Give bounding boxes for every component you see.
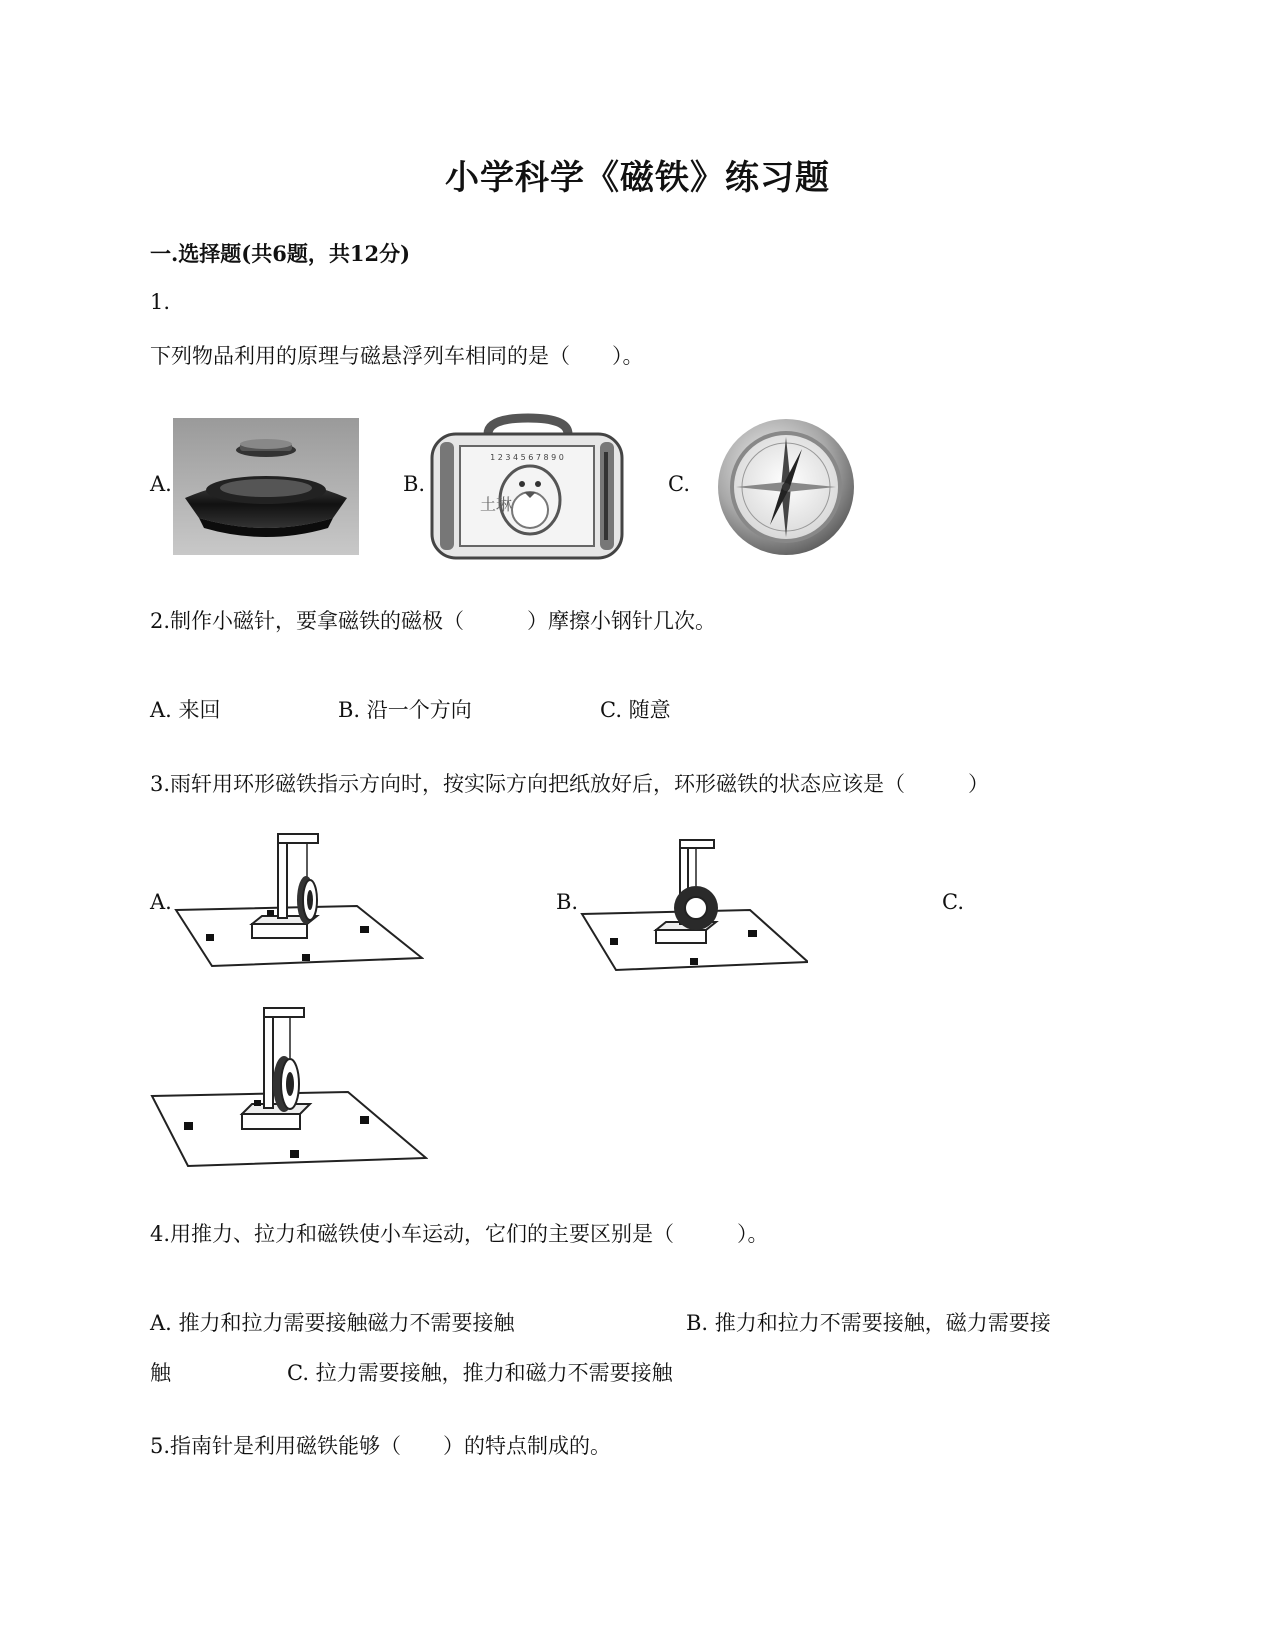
- q3-option-b-image: [580, 834, 808, 972]
- question-4-text: 4.用推力、拉力和磁铁使小车运动，它们的主要区别是（ ）。: [150, 1222, 769, 1246]
- question-3-text: 3.雨轩用环形磁铁指示方向时，按实际方向把纸放好后，环形磁铁的状态应该是（ ）: [150, 772, 990, 796]
- q3-option-b-label: B.: [556, 890, 579, 914]
- q1-option-a-image: [173, 418, 359, 555]
- q1-option-c-label: C.: [668, 472, 690, 496]
- question-5-text: 5.指南针是利用磁铁能够（ ）的特点制成的。: [150, 1434, 612, 1458]
- question-2-text: 2.制作小磁针，要拿磁铁的磁极（ ）摩擦小钢针几次。: [150, 609, 717, 633]
- question-1-number: 1.: [150, 290, 171, 314]
- q2-option-b: B. 沿一个方向: [338, 698, 472, 722]
- board-text: 土琳: [480, 495, 513, 514]
- ruler-text: 1 2 3 4 5 6 7 8 9 0: [490, 453, 564, 462]
- q3-option-c-label: C.: [942, 890, 964, 914]
- q1-option-a-label: A.: [150, 472, 172, 496]
- question-1-text: 下列物品利用的原理与磁悬浮列车相同的是（ ）。: [150, 344, 644, 368]
- q4-option-a: A. 推力和拉力需要接触磁力不需要接触: [150, 1311, 515, 1335]
- q4-option-b-continued: 触: [150, 1361, 171, 1385]
- q4-option-b: B. 推力和拉力不需要接触，磁力需要接: [686, 1311, 1051, 1335]
- q3-option-c-image: [150, 1000, 428, 1168]
- q3-option-a-label: A.: [150, 890, 172, 914]
- page-title: 小学科学《磁铁》练习题: [445, 158, 830, 198]
- q4-option-c: C. 拉力需要接触，推力和磁力不需要接触: [287, 1361, 673, 1385]
- q2-option-c: C. 随意: [600, 698, 671, 722]
- q1-option-c-image: [714, 415, 858, 559]
- q3-option-a-image: [172, 826, 424, 968]
- q2-option-a: A. 来回: [150, 698, 221, 722]
- q1-option-b-image: [428, 412, 630, 562]
- q1-option-b-label: B.: [403, 472, 426, 496]
- section-heading: 一.选择题(共6题，共12分): [150, 241, 411, 266]
